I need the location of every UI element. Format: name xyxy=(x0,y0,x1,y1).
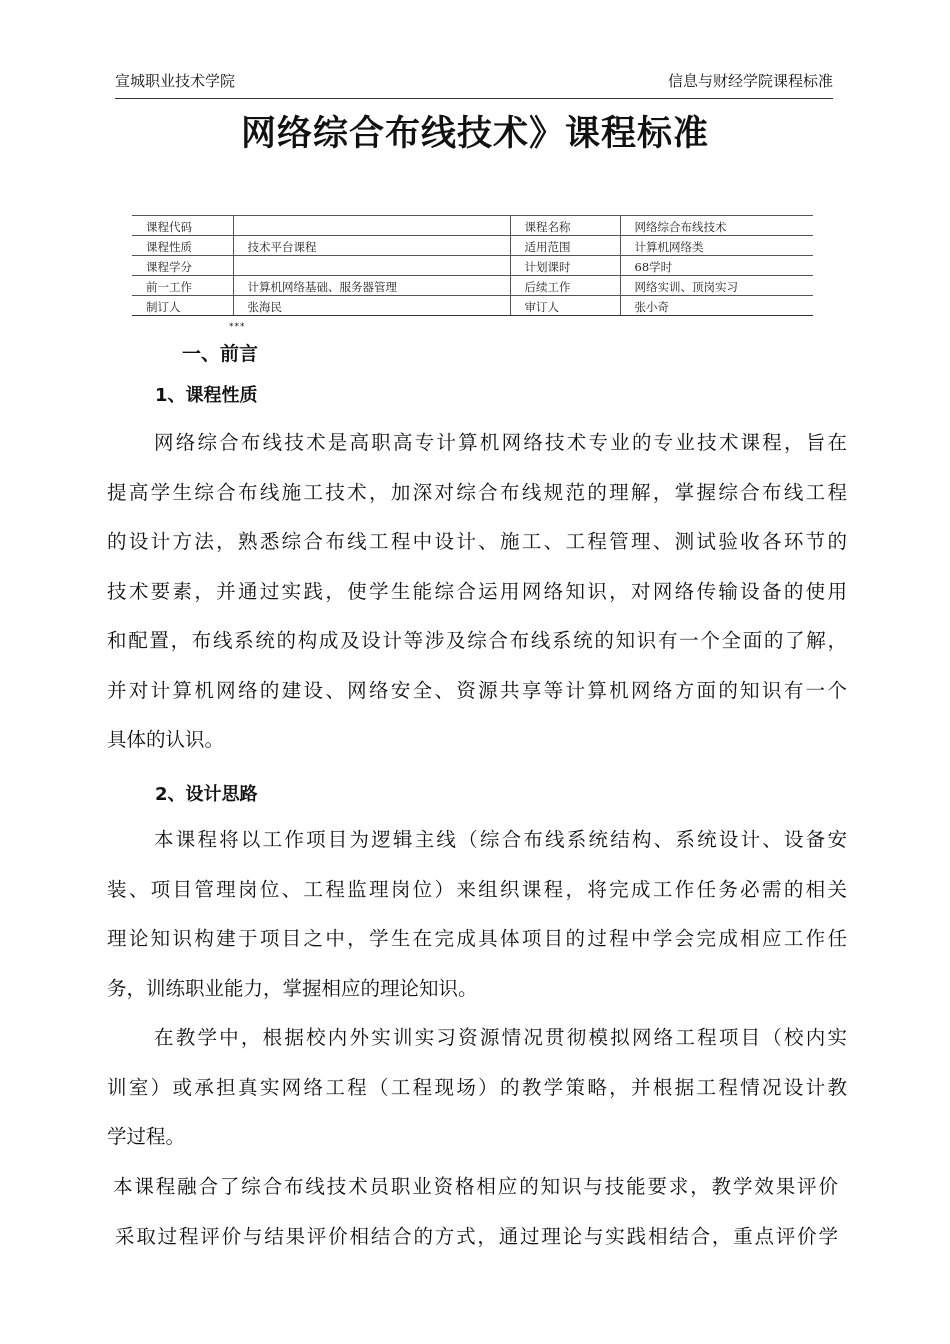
table-label: 制订人 xyxy=(132,296,233,316)
paragraph-course-nature xyxy=(107,418,847,765)
table-label: 适用范围 xyxy=(510,236,620,256)
section-heading-preface: 一、前言 xyxy=(182,343,259,365)
table-value: 技术平台课程 xyxy=(233,236,510,256)
table-value: 计算机网络基础、服务器管理 xyxy=(233,276,510,296)
table-value: 计算机网络类 xyxy=(620,236,813,256)
text-line: 本课程融合了综合布线技术员职业资格相应的知识与技能要求，教学效果评价 xyxy=(113,1175,838,1198)
text-line: 提高学生综合布线施工技术，加深对综合布线规范的理解，掌握综合布线工程 xyxy=(107,480,847,504)
table-value xyxy=(233,256,510,276)
table-label: 后续工作 xyxy=(510,276,620,296)
asterisk-mark: *** xyxy=(229,322,246,332)
text-line: 采取过程评价与结果评价相结合的方式，通过理论与实践相结合，重点评价学 xyxy=(115,1224,838,1248)
text-line: 训室）或承担真实网络工程（工程现场）的教学策略，并根据工程情况设计教 xyxy=(107,1075,847,1099)
header-school-name: 宣城职业技术学院 xyxy=(115,72,236,90)
paragraph-design-approach-2 xyxy=(107,1013,847,1162)
text-line: 务，训练职业能力，掌握相应的理论知识。 xyxy=(107,976,478,1000)
text-line: 本课程将以工作项目为逻辑主线（综合布线系统结构、系统设计、设备安 xyxy=(154,828,847,851)
text-line: 具体的认识。 xyxy=(107,728,225,751)
table-value: 68学时 xyxy=(620,256,813,276)
text-line: 学过程。 xyxy=(107,1125,186,1148)
text-line: 的设计方法，熟悉综合布线工程中设计、施工、工程管理、测试验收各环节的 xyxy=(107,530,847,553)
table-value: 网络实训、顶岗实习 xyxy=(620,276,813,296)
table-value: 张海民 xyxy=(233,296,510,316)
header-doc-type: 信息与财经学院课程标准 xyxy=(667,72,833,90)
table-row xyxy=(132,276,813,296)
text-line: 网络综合布线技术是高职高专计算机网络技术专业的专业技术课程，旨在 xyxy=(154,431,847,454)
table-label: 课程性质 xyxy=(132,236,233,256)
text-line: 并对计算机网络的建设、网络安全、资源共享等计算机网络方面的知识有一个 xyxy=(107,678,847,702)
paragraph-design-approach-1 xyxy=(107,815,847,1013)
page-header xyxy=(115,66,833,99)
table-row xyxy=(132,236,813,256)
table-row xyxy=(132,256,813,276)
table-value: 网络综合布线技术 xyxy=(620,216,813,236)
table-label: 课程代码 xyxy=(132,216,233,236)
document-title: 网络综合布线技术》课程标准 xyxy=(240,114,709,154)
table-label: 计划课时 xyxy=(510,256,620,276)
paragraph-design-approach-3 xyxy=(113,1162,838,1261)
text-line: 在教学中，根据校内外实训实习资源情况贯彻模拟网络工程项目（校内实 xyxy=(154,1026,847,1049)
table-label: 前一工作 xyxy=(132,276,233,296)
subsection-heading-course-nature: 1、课程性质 xyxy=(155,385,258,406)
table-value xyxy=(233,216,510,236)
text-line: 技术要素，并通过实践，使学生能综合运用网络知识，对网络传输设备的使用 xyxy=(107,579,847,603)
table-label: 课程学分 xyxy=(132,256,233,276)
course-info-table xyxy=(132,215,813,316)
table-row xyxy=(132,216,813,236)
table-value: 张小奇 xyxy=(620,296,813,316)
text-line: 和配置，布线系统的构成及设计等涉及综合布线系统的知识有一个全面的了解， xyxy=(107,629,847,652)
text-line: 理论知识构建于项目之中，学生在完成具体项目的过程中学会完成相应工作任 xyxy=(107,927,847,950)
text-line: 装、项目管理岗位、工程监理岗位）来组织课程，将完成工作任务必需的相关 xyxy=(107,877,847,901)
table-row xyxy=(132,296,813,316)
table-label: 课程名称 xyxy=(510,216,620,236)
table-label: 审订人 xyxy=(510,296,620,316)
subsection-heading-design-approach: 2、设计思路 xyxy=(155,784,258,805)
